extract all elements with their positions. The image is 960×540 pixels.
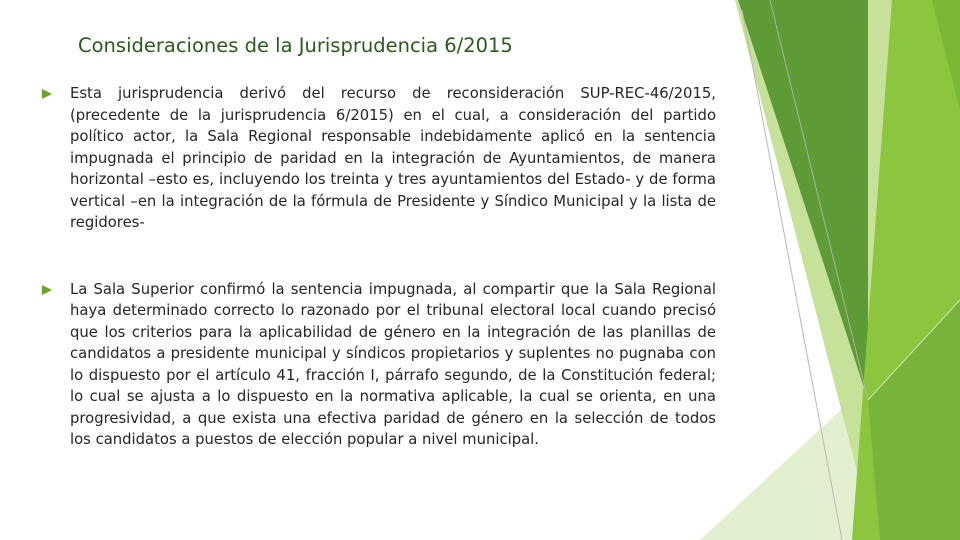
facet-dark — [738, 0, 868, 400]
triangle-bullet-icon — [42, 89, 52, 99]
bullet-text: Esta jurisprudencia derivó del recurso de reconsideración SUP-REC-46/2015, (precedente de la jurisprudencia 6/2015) en el cual, a consideración del partido político actor, la Sala Regional responsable indebidamente aplicó en la sentencia impugnada el principio de paridad en la integración de Ayuntamientos, de manera horizontal –esto es, incluyendo los treinta y tres ayuntamientos del Estado- y de forma vertical –en la integración de la fórmula de Presidente y Síndico Municipal y la lista de regidores- — [70, 85, 716, 231]
triangle-bullet-icon — [42, 285, 52, 295]
bullet-item — [42, 279, 716, 451]
bullet-text: La Sala Superior confirmó la sentencia impugnada, al compartir que la Sala Regional haya determinado correcto lo razonado por el tribunal electoral local cuando precisó que los criterios para la aplicabilidad de género en la integración de las planillas de candidatos a presidente municipal y síndicos propietarios y suplentes no pugnaba con lo dispuesto por el artículo 41, fracción I, párrafo segundo, de la Constitución federal; lo cual se ajusta a lo dispuesto en la normativa aplicable, la cual se orienta, en una progresividad, a que exista una efectiva paridad de género en la selección de todos los candidatos a puestos de elección popular a nivel municipal. — [70, 280, 716, 448]
bullet-list — [42, 83, 716, 496]
slide-title: Consideraciones de la Jurisprudencia 6/2015 — [78, 34, 513, 57]
bullet-item — [42, 83, 716, 234]
